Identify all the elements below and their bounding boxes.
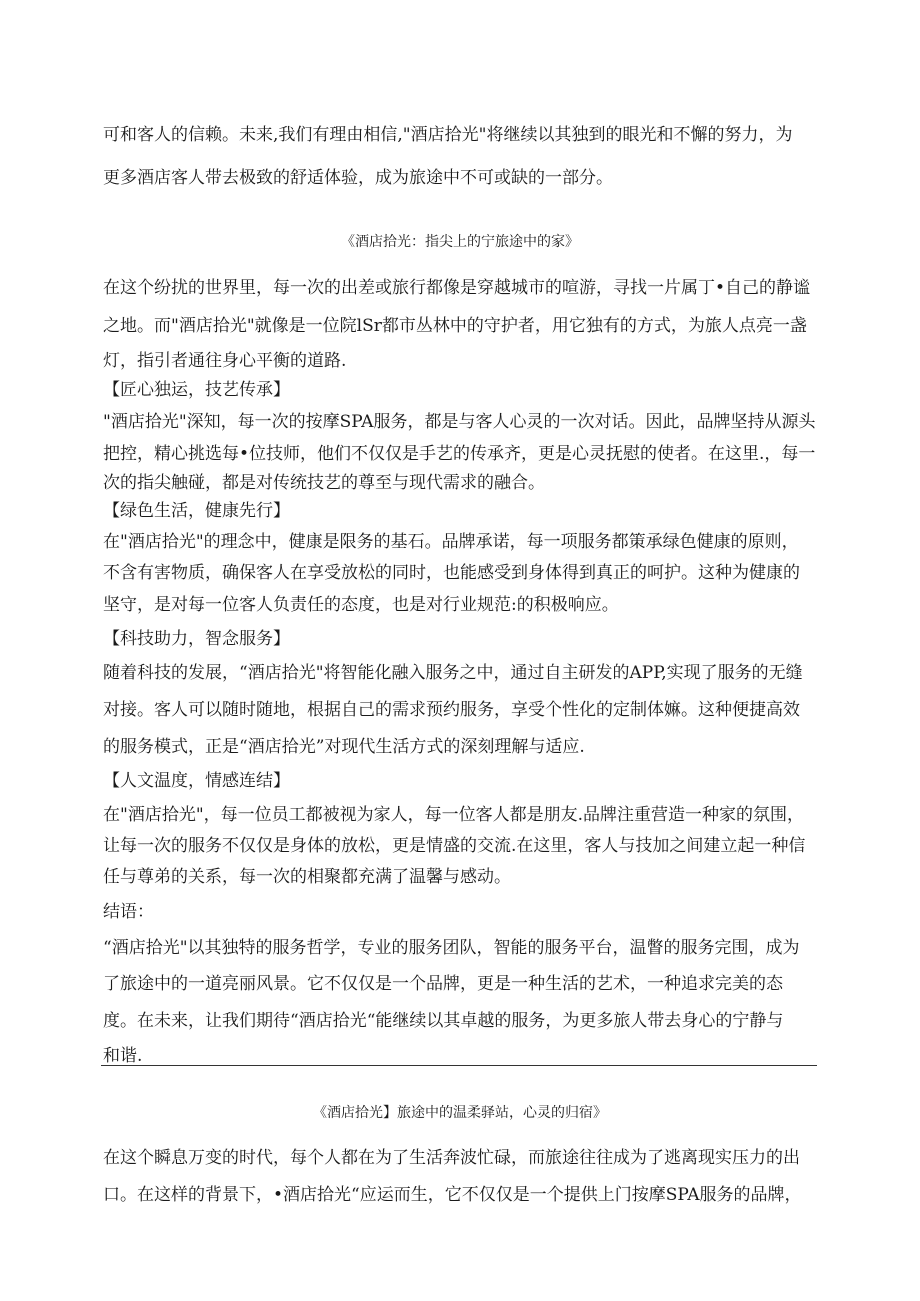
paragraph-line: 和谐. [103, 1046, 143, 1066]
paragraph-line: 灯，指引者通往身心平衡的道路. [103, 351, 347, 371]
section-heading: 【绿色生活，健康先行】 [103, 501, 290, 521]
section-heading: 【匠心独运，技艺传承】 [103, 380, 290, 400]
paragraph-line: 在"酒店拾光"的理念中，健康是限务的基石。品牌承诺，每一项服务都策承绿色健康的原则， [103, 532, 799, 552]
paragraph-line: 可和客人的信赖。未来,我们有理由相信,"酒店拾光"将继续以其独到的眼光和不懈的努力，为 [103, 125, 793, 145]
paragraph-line: 让每一次的服务不仅仅是身体的放松，更是情盛的交流.在这里，客人与技加之间建立起一种信 [103, 836, 806, 856]
paragraph-line: 在"酒店拾光"，每一位员工都被视为家人，每一位客人都是朋友.品牌注重营造一种家的氛围， [103, 805, 805, 825]
paragraph-line: 的服务模式，正是“酒店拾光”对现代生活方式的深刻理解与适应. [103, 737, 585, 757]
paragraph-line: 不含有害物质，确保客人在享受放松的同时，也能感受到身体得到真正的呵护。这种为健康的 [103, 563, 800, 583]
article-title: 《酒店拾光】旅途中的温柔驿站，心灵的归宿》 [313, 1105, 607, 1121]
paragraph-line: 度。在未来，让我们期待“酒店拾光“能继续以其卓越的服务，为更多旅人带去身心的宁静与 [103, 1011, 784, 1031]
paragraph-line: 对接。客人可以随时随地，根据自己的需求预约服务，享受个性化的定制体嫲。这种便捷高效 [103, 700, 800, 720]
paragraph-line: 更多酒店客人带去极致的舒适体验，成为旅途中不可或缺的一部分。 [103, 168, 613, 188]
paragraph-line: 坚守，是对每一位客人负责任的态度，也是对行业规范:的积极响应。 [103, 595, 619, 615]
paragraph-line: 在这个瞬息万变的时代，每个人都在为了生活奔波忙碌，而旅途往往成为了逃离现实压力的出 [103, 1148, 800, 1168]
paragraph-line: “酒店拾光"以其独特的服务哲学，专业的服务团队，智能的服务平台，温瞥的服务完围，成为 [103, 938, 800, 958]
paragraph-line: 次的指尖触碰，都是对传统技艺的尊至与现代需求的融合。 [103, 473, 545, 493]
paragraph-line: 了旅途中的一道亮丽风景。它不仅仅是一个品牌，更是一种生活的艺术，一种追求完美的态 [103, 974, 783, 994]
paragraph-line: 口。在这样的背景下，•酒店拾光“应运而生，它不仅仅是一个提供上门按摩SPA服务的品牌， [103, 1185, 802, 1205]
paragraph-line: 在这个纷扰的世界里，每一次的出差或旅行都像是穿越城市的喧游，寻找一片属丁•自己的静谧 [103, 278, 811, 298]
paragraph-line: 把控，精心挑选每•位技师，他们不仅仅是手艺的传承齐，更是心灵抚慰的使者。在这里.，每一 [103, 444, 816, 464]
paragraph-line: 之地。而"酒店拾光"就像是一位院lSr都市丛林中的守护者，用它独有的方式，为旅人点亮一盏 [103, 316, 807, 336]
paragraph-line: 任与尊弟的关系，每一次的相聚都充满了温馨与感动。 [103, 867, 511, 887]
section-heading: 【科技助力，智念服务】 [103, 629, 290, 649]
section-divider [101, 1065, 817, 1066]
section-heading: 结语： [103, 902, 154, 922]
paragraph-line: "酒店拾光"深知，每一次的按摩SPA服务，都是与客人心灵的一次对话。因此，品牌坚持从源头 [103, 412, 816, 432]
section-heading: 【人文温度，情感连结】 [103, 771, 290, 791]
paragraph-line: 随着科技的发展，“酒店拾光"将智能化融入服务之中，通过自主研发的APP,实现了服务的无缝 [103, 663, 803, 683]
article-title: 《酒店拾光：指尖上的宁旅途中的家》 [341, 234, 579, 250]
